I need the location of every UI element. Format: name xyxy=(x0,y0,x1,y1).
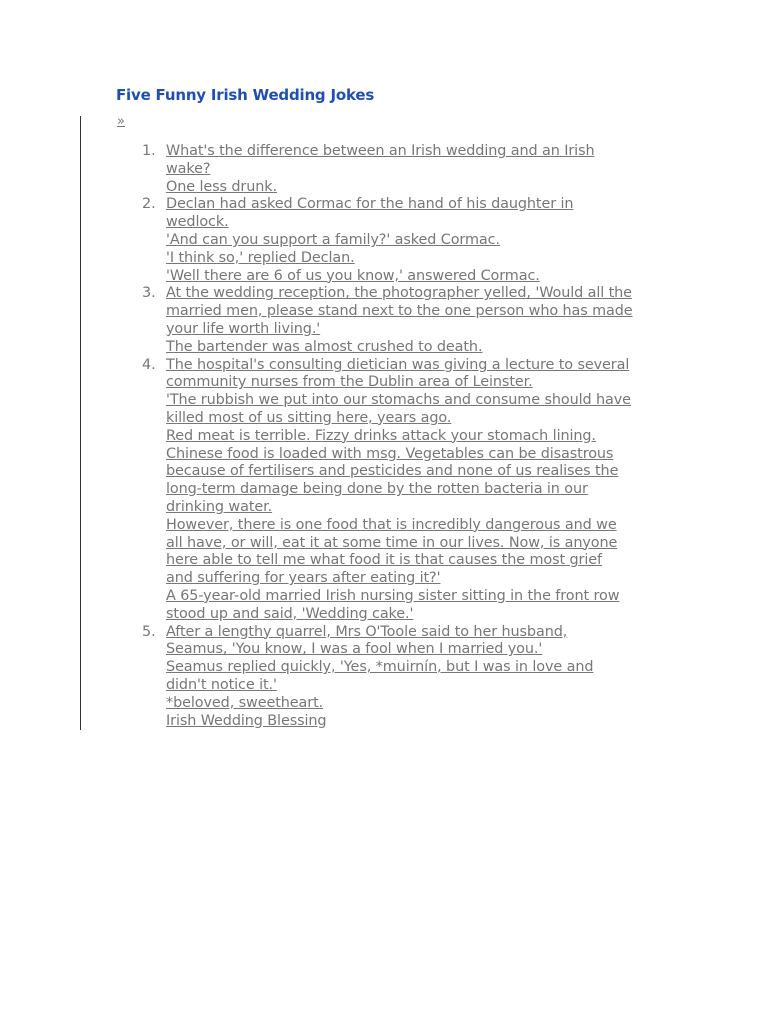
joke-list-item xyxy=(142,143,691,196)
joke-line-link[interactable]: The hospital's consulting dietician was giving a lecture to several xyxy=(166,356,630,373)
joke-line-link[interactable]: married men, please stand next to the one person who has made xyxy=(166,303,633,320)
joke-line-link[interactable]: because of fertilisers and pesticides and none of us realises the xyxy=(166,463,619,480)
joke-list-item xyxy=(142,285,691,356)
page-title: Five Funny Irish Wedding Jokes xyxy=(116,86,375,104)
joke-list-item xyxy=(142,356,691,624)
joke-line-link[interactable]: drinking water. xyxy=(166,498,273,515)
joke-number: 5. xyxy=(142,623,156,640)
joke-line-link[interactable]: Irish Wedding Blessing xyxy=(166,712,327,729)
joke-line-link[interactable]: The bartender was almost crushed to death. xyxy=(166,338,483,355)
joke-line-link[interactable]: At the wedding reception, the photographer yelled, 'Would all the xyxy=(166,285,632,302)
joke-line-link[interactable]: Declan had asked Cormac for the hand of his daughter in xyxy=(166,196,574,213)
joke-line-link[interactable]: stood up and said, 'Wedding cake.' xyxy=(166,605,414,622)
joke-line-link[interactable]: wedlock. xyxy=(166,214,229,231)
arrow-link[interactable]: » xyxy=(117,114,125,129)
joke-line-link[interactable]: and suffering for years after eating it?' xyxy=(166,570,441,587)
joke-list-item xyxy=(142,196,691,285)
joke-line-link[interactable]: here able to tell me what food it is that causes the most grief xyxy=(166,552,602,569)
joke-line-link[interactable]: What's the difference between an Irish wedding and an Irish xyxy=(166,143,595,159)
joke-number: 2. xyxy=(142,196,156,213)
joke-line-link[interactable]: 'And can you support a family?' asked Cormac. xyxy=(166,231,500,248)
joke-list-item xyxy=(142,623,691,731)
joke-line-link[interactable]: One less drunk. xyxy=(166,178,277,195)
joke-line-link[interactable]: 'The rubbish we put into our stomachs and consume should have xyxy=(166,392,631,409)
joke-line-link[interactable]: all have, or will, eat it at some time in our lives. Now, is anyone xyxy=(166,534,618,551)
joke-line-link[interactable]: *beloved, sweetheart. xyxy=(166,694,324,711)
joke-number: 3. xyxy=(142,285,156,302)
joke-line-link[interactable]: Seamus, 'You know, I was a fool when I married you.' xyxy=(166,641,543,658)
joke-line-link[interactable]: A 65-year-old married Irish nursing sister sitting in the front row xyxy=(166,587,620,604)
joke-line-link[interactable]: Chinese food is loaded with msg. Vegetables can be disastrous xyxy=(166,445,614,462)
joke-line-link[interactable]: After a lengthy quarrel, Mrs O'Toole said to her husband, xyxy=(166,623,568,640)
joke-line-link[interactable]: your life worth living.' xyxy=(166,320,321,337)
joke-line-link[interactable]: 'I think so,' replied Declan. xyxy=(166,249,355,266)
joke-line-link[interactable]: community nurses from the Dublin area of Leinster. xyxy=(166,374,533,391)
blockquote-content xyxy=(80,116,691,730)
joke-line-link[interactable]: However, there is one food that is incredibly dangerous and we xyxy=(166,516,617,533)
joke-line-link[interactable]: didn't notice it.' xyxy=(166,676,277,693)
jokes-list xyxy=(81,143,691,730)
joke-number: 1. xyxy=(142,143,156,159)
joke-number: 4. xyxy=(142,356,156,373)
joke-line-link[interactable]: long-term damage being done by the rotten bacteria in our xyxy=(166,481,588,498)
joke-line-link[interactable]: wake? xyxy=(166,160,211,177)
joke-line-link[interactable]: Red meat is terrible. Fizzy drinks attack your stomach lining. xyxy=(166,427,596,444)
joke-line-link[interactable]: killed most of us sitting here, years ago. xyxy=(166,409,452,426)
joke-line-link[interactable]: Seamus replied quickly, 'Yes, *muirnín, but I was in love and xyxy=(166,659,594,676)
joke-line-link[interactable]: 'Well there are 6 of us you know,' answered Cormac. xyxy=(166,267,540,284)
